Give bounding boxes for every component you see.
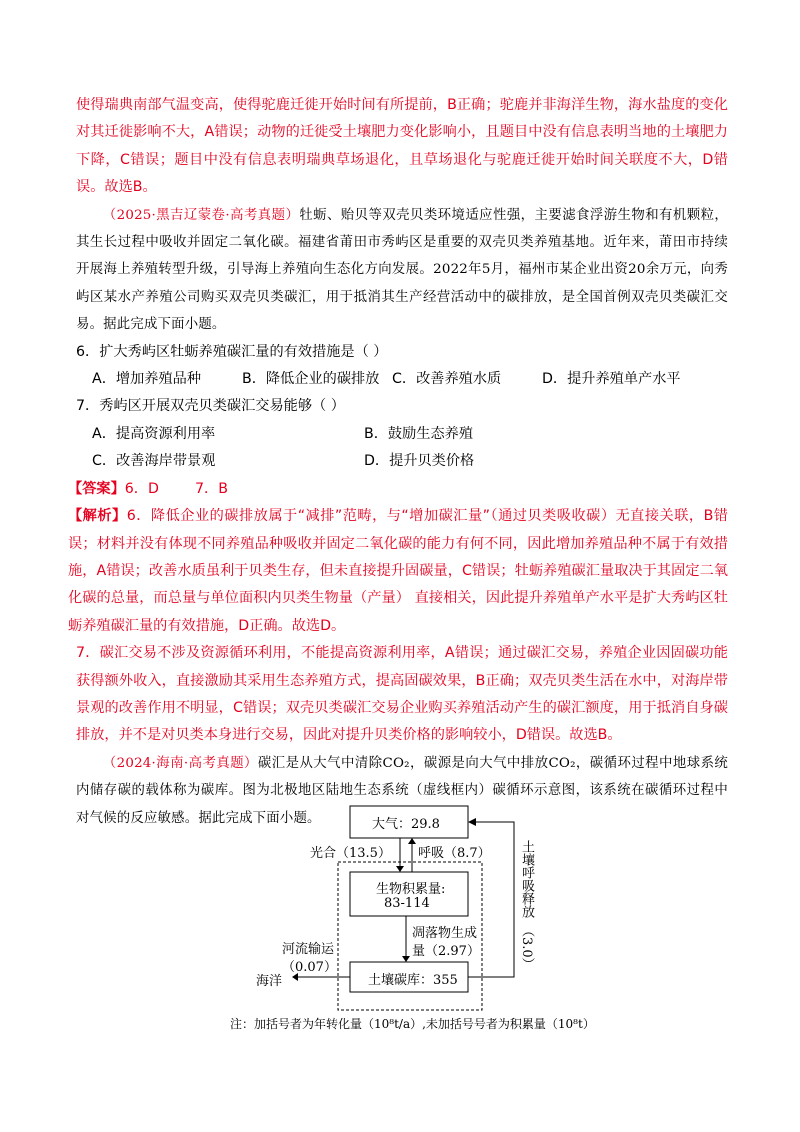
question-7-stem: 7．秀屿区开展双壳贝类碳汇交易能够（ ） <box>76 398 345 415</box>
page-content <box>68 92 729 832</box>
biomass-value: 83-114 <box>384 896 430 911</box>
answer-text: 6．D 7．B <box>124 480 228 497</box>
ocean-label: 海洋 <box>256 974 283 989</box>
litter-label-2: 量（2.97） <box>412 944 480 959</box>
biomass-title: 生物积累量: <box>376 882 446 897</box>
q6-option-d[interactable]: D．提升养殖单产水平 <box>542 371 681 388</box>
question-6-stem: 6．扩大秀屿区牡蛎养殖碳汇量的有效措施是（ ） <box>76 343 388 360</box>
source-text-1: 牡蛎、贻贝等双壳贝类环境适应性强，主要滤食浮游生物和有机颗粒，其生长过程中吸收并固定二氧化碳。福建省莆田市秀屿区是重要的双壳贝类养殖基地。近年来，莆田市持续开展海上养殖转型升级，引导海上养殖向生态化方向发展。2022年5月，福州市某企业出资20余万元，向秀屿区某水产养殖公司购买双壳贝类碳汇，用于抵消其生产经营活动中的碳排放，是全国首例双壳贝类碳汇交易。据此完成下面小题。 <box>76 207 728 333</box>
atmosphere-label: 大气：29.8 <box>372 817 440 832</box>
q6-option-c[interactable]: C．改善养殖水质 <box>392 371 502 388</box>
q7-option-b[interactable]: B．鼓励生态养殖 <box>364 425 474 442</box>
source-passage-1 <box>76 202 728 339</box>
analysis-6-text: 6．降低企业的碳排放属于“减排”范畴，与“增加碳汇量”（通过贝类吸收碳）无直接关联，B错误；材料并没有体现不同养殖品种吸收并固定二氧化碳的能力有何不同，因此增加养殖品种不属于有效措施，A错误；改善水质虽利于贝类生存，但未直接提升固碳量，C错误；牡蛎养殖碳汇量取决于其固定二氧化碳的总量，而总量与单位面积内贝类生物量（产量） 直接相关，因此提升养殖单产水平是扩大秀屿区牡蛎养殖碳汇量的有效措施，D正确。故选D。 <box>68 508 728 634</box>
q7-option-c[interactable]: C．改善海岸带景观 <box>92 453 216 470</box>
analysis-7: 7．碳汇交易不涉及资源循环利用，不能提高资源利用率，A错误；通过碳汇交易，养殖企业因固碳功能获得额外收入，直接激励其采用生态养殖方式，提高固碳效果，B正确；双壳贝类生活在水中，对海岸带景观的改善作用不明显，C错误；双壳贝类碳汇交易企业购买养殖活动产生的碳汇额度，用于抵消自身碳排放，并不是对贝类本身进行交易，因此对提升贝类价格的影响较小，D错误。故选B。 <box>76 645 728 744</box>
soil-respiration-value: （3.0） <box>519 924 534 971</box>
analysis-6 <box>68 503 728 640</box>
source-tag-2: （2024·海南·高考真题） <box>102 755 258 771</box>
river-label-2: （0.07） <box>282 960 337 975</box>
analysis-label: 【解析】 <box>68 508 127 525</box>
carbon-cycle-diagram <box>218 800 588 1030</box>
soil-label: 土壤碳库：355 <box>368 973 458 988</box>
diagram-note: 注：加括号者为年转化量（10⁸t/a）,未加括号号者为积累量（10⁸t） <box>230 1017 595 1031</box>
photosynthesis-label: 光合（13.5） <box>310 846 391 861</box>
q6-option-b[interactable]: B．降低企业的碳排放 <box>242 371 380 388</box>
previous-explanation: 使得瑞典南部气温变高，使得驼鹿迁徙开始时间有所提前，B正确；驼鹿并非海洋生物，海水盐度的变化对其迁徙影响不大，A错误；动物的迁徙受土壤肥力变化影响小，且题目中没有信息表明当地的土壤肥力下降，C错误；题目中没有信息表明瑞典草场退化，且草场退化与驼鹿迁徙开始时间关联度不大，D错误。故选B。 <box>76 97 728 196</box>
question-7-options-row1 <box>76 421 728 448</box>
question-7-options-row2 <box>76 448 728 475</box>
answer-label: 【答案】 <box>68 480 125 497</box>
soil-respiration-label: 土壤呼吸释放 <box>519 840 534 918</box>
source-tag-1: （2025·黑吉辽蒙卷·高考真题） <box>102 207 300 223</box>
river-label-1: 河流输运 <box>282 942 335 957</box>
source-text-2: 碳汇是从大气中清除CO₂，碳源是向大气中排放CO₂，碳循环过程中地球系统内储存碳的载体称为碳库。图为北极地区陆地生态系统（虚线框内）碳循环示意图，该系统在碳循环过程中对气候的反应敏感。据此完成下面小题。 <box>76 755 729 826</box>
respiration-label: 呼吸（8.7） <box>418 846 491 861</box>
question-6-options <box>76 366 728 393</box>
q6-option-a[interactable]: A．增加养殖品种 <box>92 371 202 388</box>
q7-option-d[interactable]: D．提升贝类价格 <box>364 453 475 470</box>
answer-line <box>68 476 728 503</box>
litter-label-1: 凋落物生成 <box>412 926 478 941</box>
q7-option-a[interactable]: A．提高资源利用率 <box>92 425 216 442</box>
